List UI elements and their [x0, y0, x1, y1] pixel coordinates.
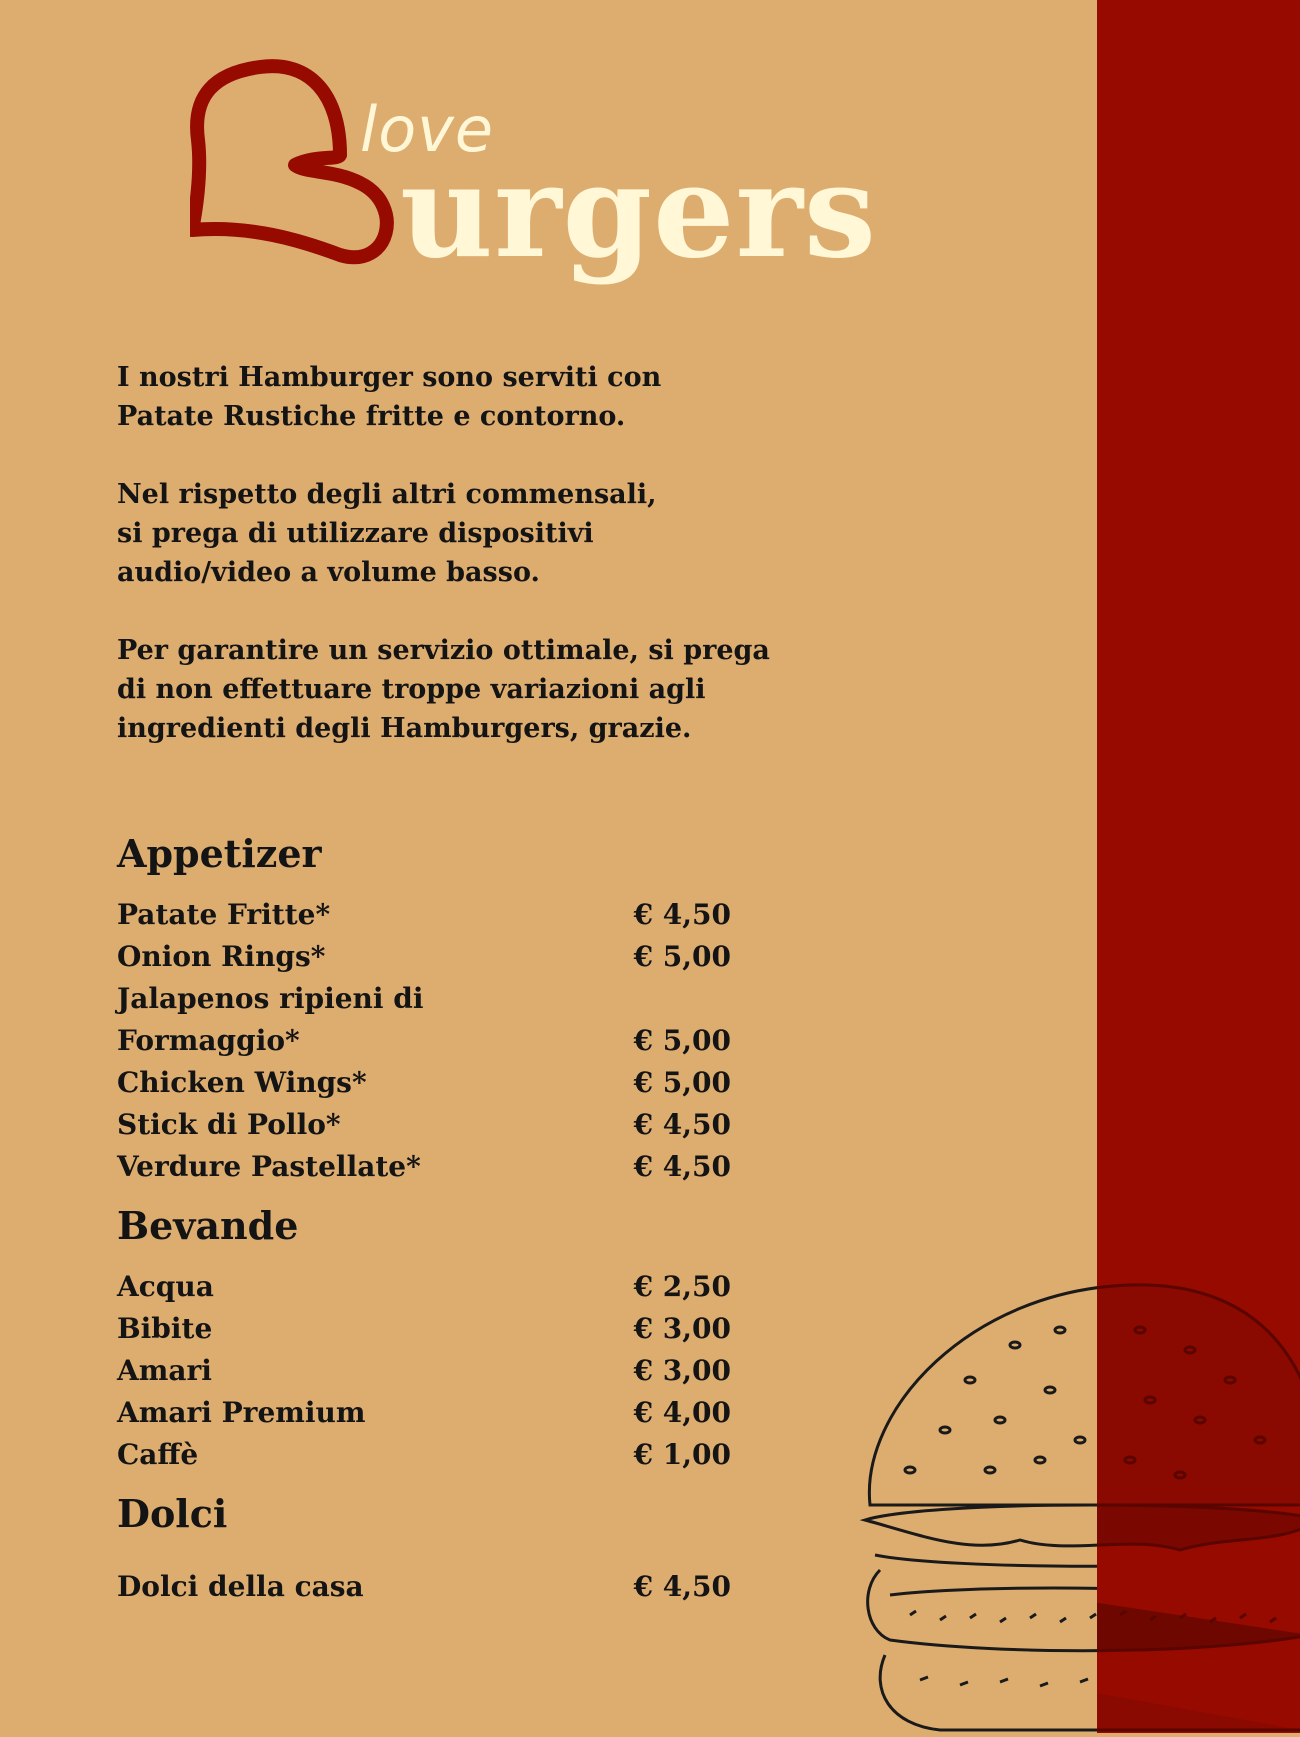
logo-word-love: love	[360, 93, 494, 166]
item-name: Patate Fritte*	[117, 898, 331, 931]
item-price: € 1,00	[633, 1438, 731, 1471]
menu-item	[117, 1308, 737, 1350]
menu-item	[117, 1350, 737, 1392]
item-name: Amari Premium	[117, 1396, 366, 1429]
bevande-items	[117, 1266, 737, 1476]
item-price: € 5,00	[633, 1066, 731, 1099]
menu-item	[117, 1434, 737, 1476]
item-name: Acqua	[117, 1270, 214, 1303]
item-name: Jalapenos ripieni di Formaggio*	[117, 982, 424, 1057]
intro-text	[117, 358, 877, 787]
item-name: Onion Rings*	[117, 940, 326, 973]
item-name: Chicken Wings*	[117, 1066, 367, 1099]
item-price: € 5,00	[633, 940, 731, 973]
menu-item	[117, 1104, 737, 1146]
item-price: € 4,50	[633, 1150, 731, 1183]
appetizer-items	[117, 894, 737, 1188]
item-price: € 4,00	[633, 1396, 731, 1429]
item-price: € 5,00	[633, 1024, 731, 1057]
section-title-appetizer: Appetizer	[117, 831, 322, 876]
menu-list	[117, 830, 737, 1622]
item-name: Stick di Pollo*	[117, 1108, 341, 1141]
logo-word-urgers: urgers	[400, 137, 877, 287]
intro-paragraph: Per garantire un servizio ottimale, si prega di non effettuare troppe variazioni agli ingredienti degli Hamburgers, grazie.	[117, 635, 770, 744]
menu-item	[117, 1566, 737, 1608]
item-name: Bibite	[117, 1312, 213, 1345]
section-title-dolci: Dolci	[117, 1491, 228, 1536]
menu-item	[117, 894, 737, 936]
intro-paragraph: I nostri Hamburger sono serviti con Patate Rustiche fritte e contorno.	[117, 362, 662, 432]
item-price: € 4,50	[633, 1570, 731, 1603]
item-price: € 4,50	[633, 898, 731, 931]
section-title-bevande: Bevande	[117, 1203, 299, 1248]
burger-illustration-icon	[850, 1270, 1300, 1733]
item-name: Dolci della casa	[117, 1570, 364, 1603]
menu-item	[117, 1146, 737, 1188]
item-price: € 3,00	[633, 1354, 731, 1387]
brand-logo	[190, 55, 930, 305]
menu-item	[117, 1392, 737, 1434]
item-name: Verdure Pastellate*	[117, 1150, 421, 1183]
item-price: € 2,50	[633, 1270, 731, 1303]
item-name: Caffè	[117, 1438, 199, 1471]
menu-item	[117, 978, 737, 1062]
item-name: Amari	[117, 1354, 212, 1387]
item-price: € 3,00	[633, 1312, 731, 1345]
intro-paragraph: Nel rispetto degli altri commensali, si prega di utilizzare dispositivi audio/video a volume basso.	[117, 479, 657, 588]
item-price: € 4,50	[633, 1108, 731, 1141]
dolci-items	[117, 1566, 737, 1608]
menu-item	[117, 936, 737, 978]
menu-item	[117, 1266, 737, 1308]
menu-item	[117, 1062, 737, 1104]
